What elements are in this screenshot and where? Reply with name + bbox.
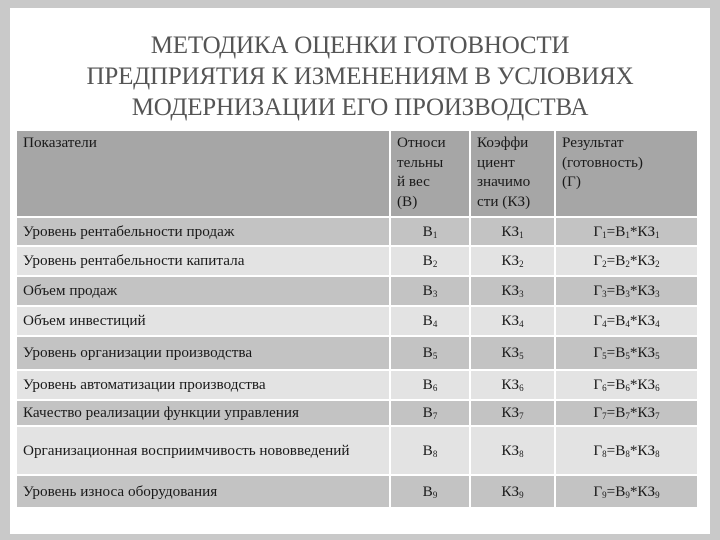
title-line: МЕТОДИКА ОЦЕНКИ ГОТОВНОСТИ xyxy=(150,32,570,59)
result-cell: $Г_6=В_6*КЗ_6$ xyxy=(555,370,697,400)
result-cell: $Г_1=В_1*КЗ_1$ xyxy=(555,217,697,246)
title-line: ПРЕДПРИЯТИЯ К ИЗМЕНЕНИЯМ В УСЛОВИЯХ xyxy=(86,63,634,90)
title-line: МОДЕРНИЗАЦИИ ЕГО ПРОИЗВОДСТВА xyxy=(131,94,589,121)
coefficient-cell: $КЗ_2$ xyxy=(470,246,555,276)
weight-cell: $В_3$ xyxy=(390,276,470,306)
coefficient-cell: $КЗ_9$ xyxy=(470,475,555,507)
weight-cell: $В_6$ xyxy=(390,370,470,400)
table-header-row xyxy=(17,131,697,217)
table-row xyxy=(17,475,697,507)
indicator-name: Уровень организации производства xyxy=(17,336,390,370)
result-cell: $Г_8=В_8*КЗ_8$ xyxy=(555,426,697,475)
indicator-name: Уровень рентабельности капитала xyxy=(17,246,390,276)
table-row xyxy=(17,217,697,246)
indicator-name: Уровень износа оборудования xyxy=(17,475,390,507)
weight-cell: $В_2$ xyxy=(390,246,470,276)
coefficient-cell: $КЗ_7$ xyxy=(470,400,555,426)
header-weight: Относи тельны й вес (В) xyxy=(390,131,470,217)
indicator-name: Уровень автоматизации производства xyxy=(17,370,390,400)
result-cell: $Г_5=В_5*КЗ_5$ xyxy=(555,336,697,370)
coefficient-cell: $КЗ_3$ xyxy=(470,276,555,306)
weight-cell: $В_8$ xyxy=(390,426,470,475)
coefficient-cell: $КЗ_6$ xyxy=(470,370,555,400)
indicator-name: Качество реализации функции управления xyxy=(17,400,390,426)
result-cell: $Г_2=В_2*КЗ_2$ xyxy=(555,246,697,276)
result-cell: $Г_4=В_4*КЗ_4$ xyxy=(555,306,697,336)
result-cell: $Г_7=В_7*КЗ_7$ xyxy=(555,400,697,426)
table-row xyxy=(17,336,697,370)
readiness-table xyxy=(17,131,697,507)
table-row xyxy=(17,246,697,276)
weight-cell: $В_5$ xyxy=(390,336,470,370)
table-row xyxy=(17,426,697,475)
weight-cell: $В_1$ xyxy=(390,217,470,246)
table-row xyxy=(17,400,697,426)
coefficient-cell: $КЗ_8$ xyxy=(470,426,555,475)
indicator-name: Объем продаж xyxy=(17,276,390,306)
table-row xyxy=(17,306,697,336)
header-indicator: Показатели xyxy=(23,134,97,151)
indicator-name: Организационная восприимчивость нововведений xyxy=(17,426,390,475)
result-cell: $Г_9=В_9*КЗ_9$ xyxy=(555,475,697,507)
header-result: Результат (готовность) (Г) xyxy=(555,131,697,217)
header-coefficient: Коэффи циент значимо сти (КЗ) xyxy=(470,131,555,217)
weight-cell: $В_7$ xyxy=(390,400,470,426)
table-row xyxy=(17,370,697,400)
indicator-name: Уровень рентабельности продаж xyxy=(17,217,390,246)
coefficient-cell: $КЗ_5$ xyxy=(470,336,555,370)
coefficient-cell: $КЗ_1$ xyxy=(470,217,555,246)
weight-cell: $В_9$ xyxy=(390,475,470,507)
indicator-name: Объем инвестиций xyxy=(17,306,390,336)
weight-cell: $В_4$ xyxy=(390,306,470,336)
slide-title xyxy=(10,30,710,123)
coefficient-cell: $КЗ_4$ xyxy=(470,306,555,336)
table-row xyxy=(17,276,697,306)
result-cell: $Г_3=В_3*КЗ_3$ xyxy=(555,276,697,306)
